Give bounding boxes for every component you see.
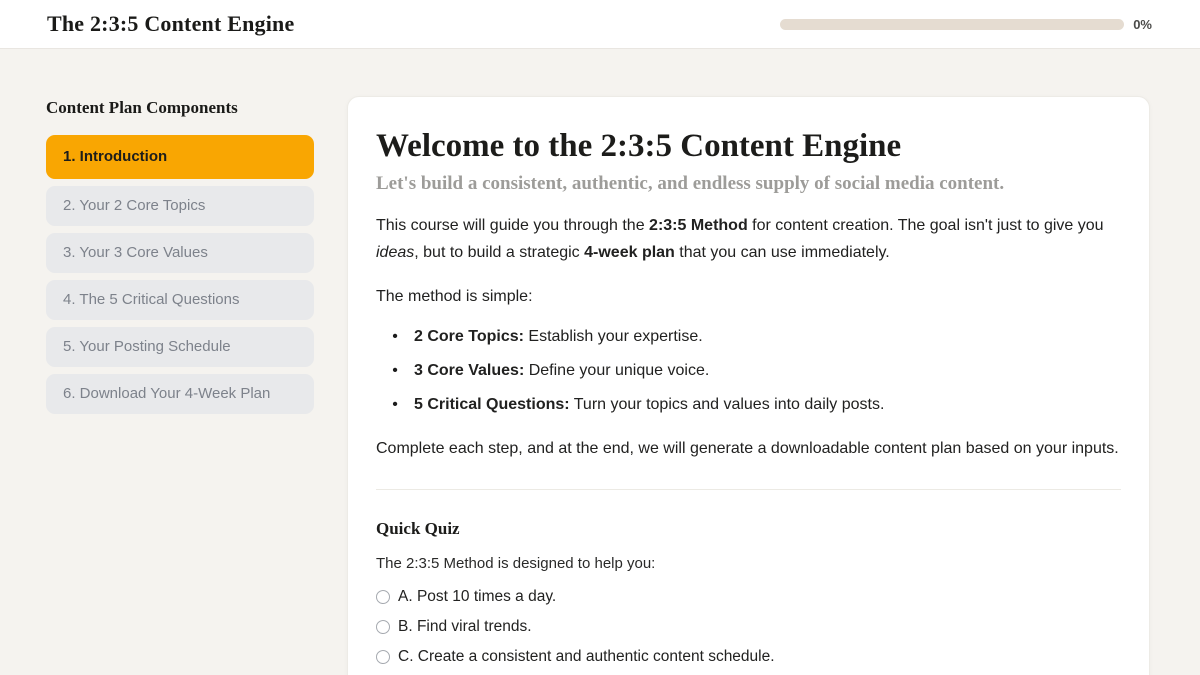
- app-header: [0, 0, 1200, 49]
- intro-paragraph: [376, 212, 1121, 266]
- quiz-heading: Quick Quiz: [376, 519, 460, 539]
- progress-bar: [780, 19, 1124, 30]
- bullet-icon: •: [392, 328, 398, 346]
- radio-icon[interactable]: [376, 590, 390, 604]
- app-title: The 2:3:5 Content Engine: [47, 11, 295, 36]
- intro-text: for content creation. The goal isn't just to give you: [747, 217, 1104, 235]
- quiz-option-c[interactable]: [376, 648, 1121, 665]
- bullet-content: [414, 323, 703, 350]
- lesson-subtitle: Let's build a consistent, authentic, and endless supply of social media content.: [376, 173, 1005, 195]
- lesson-title: Welcome to the 2:3:5 Content Engine: [376, 128, 902, 164]
- intro-bold-method: 2:3:5 Method: [649, 217, 748, 235]
- intro-italic-ideas: ideas: [376, 244, 415, 262]
- progress-wrap: [780, 17, 1152, 32]
- bullet-icon: •: [392, 362, 398, 380]
- sidebar-item-critical-questions[interactable]: 4. The 5 Critical Questions: [46, 280, 314, 320]
- sidebar-item-introduction[interactable]: 1. Introduction: [46, 135, 314, 179]
- bullet-text: Turn your topics and values into daily posts.: [569, 396, 885, 414]
- quiz-option-label: B. Find viral trends.: [398, 618, 532, 636]
- bullet-text: Define your unique voice.: [524, 362, 710, 380]
- bullet-lead: 5 Critical Questions:: [414, 396, 570, 414]
- progress-label: 0%: [1133, 16, 1152, 32]
- bullet-lead: 3 Core Values:: [414, 362, 525, 380]
- quiz-options: [376, 588, 1121, 665]
- section-divider: [376, 489, 1121, 490]
- intro-text: This course will guide you through the: [376, 217, 650, 235]
- sidebar-item-posting-schedule[interactable]: 5. Your Posting Schedule: [46, 327, 314, 367]
- list-item: [376, 323, 1121, 350]
- sidebar-heading: Content Plan Components: [46, 98, 238, 117]
- method-lead: The method is simple:: [376, 288, 533, 306]
- intro-text: that you can use immediately.: [674, 244, 890, 262]
- quiz-option-label: A. Post 10 times a day.: [398, 588, 557, 606]
- bullet-icon: •: [392, 396, 398, 414]
- method-bullet-list: [376, 323, 1121, 418]
- quiz-question: The 2:3:5 Method is designed to help you:: [376, 555, 656, 573]
- bullet-content: [414, 391, 884, 418]
- intro-bold-plan: 4-week plan: [584, 244, 675, 262]
- bullet-content: [414, 357, 709, 384]
- bullet-text: Establish your expertise.: [523, 328, 703, 346]
- radio-icon[interactable]: [376, 650, 390, 664]
- quiz-option-a[interactable]: [376, 588, 1121, 605]
- quiz-option-label: C. Create a consistent and authentic content schedule.: [398, 648, 775, 666]
- sidebar-item-core-values[interactable]: 3. Your 3 Core Values: [46, 233, 314, 273]
- intro-text: , but to build a strategic: [414, 244, 585, 262]
- lesson-card: [347, 96, 1150, 675]
- quiz-option-b[interactable]: [376, 618, 1121, 635]
- radio-icon[interactable]: [376, 620, 390, 634]
- list-item: [376, 391, 1121, 418]
- list-item: [376, 357, 1121, 384]
- outro-paragraph: Complete each step, and at the end, we will generate a downloadable content plan based on your inputs.: [376, 440, 1119, 458]
- bullet-lead: 2 Core Topics:: [414, 328, 524, 346]
- sidebar: [46, 98, 314, 421]
- sidebar-item-core-topics[interactable]: 2. Your 2 Core Topics: [46, 186, 314, 226]
- sidebar-item-download-plan[interactable]: 6. Download Your 4-Week Plan: [46, 374, 314, 414]
